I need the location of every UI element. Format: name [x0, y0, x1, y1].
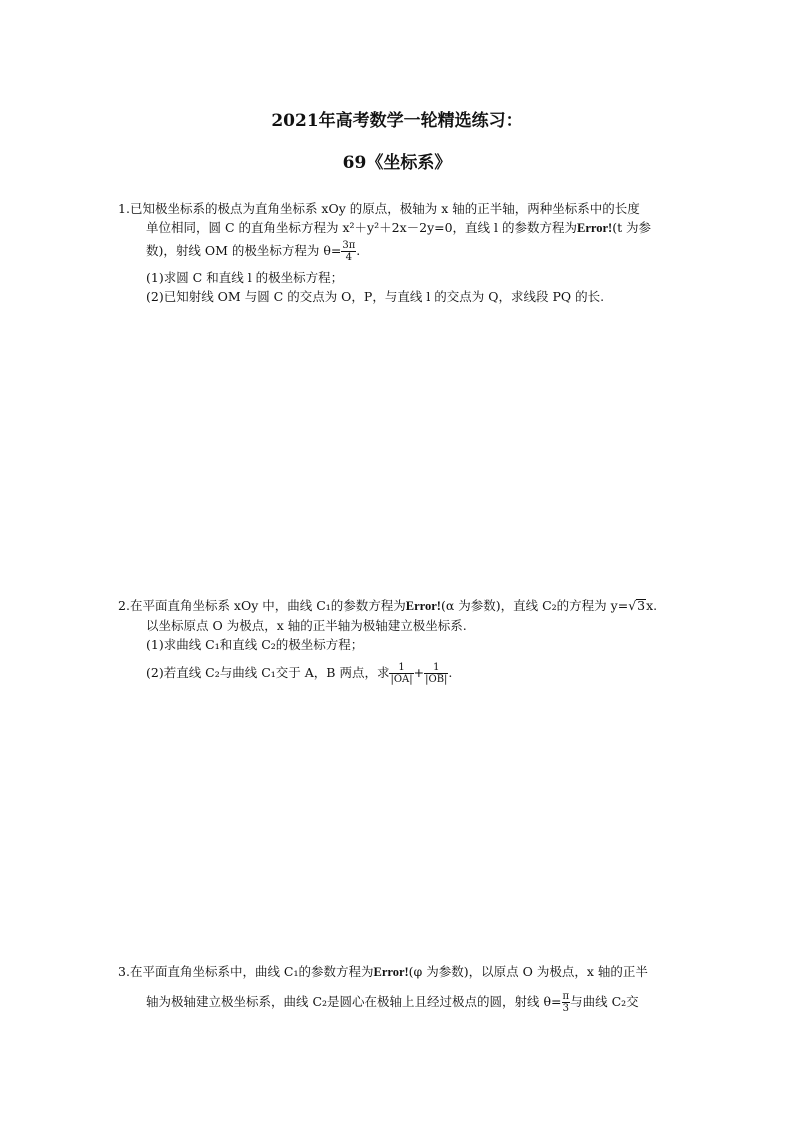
problem-1-line-1: 1.已知极坐标系的极点为直角坐标系 xOy 的原点，极轴为 x 轴的正半轴，两种坐标系中的长度 [118, 201, 640, 216]
error-placeholder: Error! [577, 221, 613, 235]
problem-number: 2. [118, 598, 130, 613]
problem-1-question-2: (2)已知射线 OM 与圆 C 的交点为 O，P，与直线 l 的交点为 Q，求线段 PQ 的长. [146, 289, 605, 304]
sqrt-symbol: √ [628, 598, 637, 613]
problem-1-line-2: 单位相同，圆 C 的直角坐标方程为 x²＋y²＋2x－2y=0，直线 l 的参数方程为Error!(t 为参 [146, 220, 652, 235]
fraction: $\frac{3\pi}{4}$ [342, 240, 356, 263]
problem-2-question-2: (2)若直线 C₂与曲线 C₁交于 A，B 两点，求 $\frac{1}{|OA|}$ + $\frac{1}{|OB|}$ . [146, 662, 453, 685]
problem-2-question-1: (1)求曲线 C₁和直线 C₂的极坐标方程； [146, 637, 364, 652]
problem-3-line-2: 轴为极轴建立极坐标系，曲线 C₂是圆心在极轴上且经过极点的圆，射线 θ= $\frac{\pi}{3}$ 与曲线 C₂交 [146, 991, 639, 1014]
problem-2-line-1: 2.在平面直角坐标系 xOy 中，曲线 C₁的参数方程为Error!(α 为参数)，直线 C₂的方程为 y=√3x. [118, 598, 658, 613]
problem-1-question-1: (1)求圆 C 和直线 l 的极坐标方程； [146, 270, 344, 285]
problem-3-line-1: 3.在平面直角坐标系中，曲线 C₁的参数方程为Error!(φ 为参数)，以原点 O 为极点，x 轴的正半 [118, 964, 648, 979]
sqrt-radicand: 3 [637, 598, 646, 613]
problem-number: 3. [118, 964, 130, 979]
problem-1-line-3: 数)，射线 OM 的极坐标方程为 θ= $\frac{3\pi}{4}$ . [146, 240, 361, 263]
fraction-oa: $\frac{1}{|OA|}$ [390, 662, 413, 685]
problem-number: 1. [118, 201, 130, 216]
problem-2-line-2: 以坐标原点 O 为极点，x 轴的正半轴为极轴建立极坐标系. [146, 618, 467, 633]
document-subtitle: 69《坐标系》 [342, 153, 452, 173]
fraction-ob: $\frac{1}{|OB|}$ [425, 662, 448, 685]
fraction: $\frac{\pi}{3}$ [562, 991, 570, 1014]
error-placeholder: Error! [405, 599, 441, 613]
document-title: 2021年高考数学一轮精选练习： [271, 111, 523, 131]
error-placeholder: Error! [373, 965, 409, 979]
